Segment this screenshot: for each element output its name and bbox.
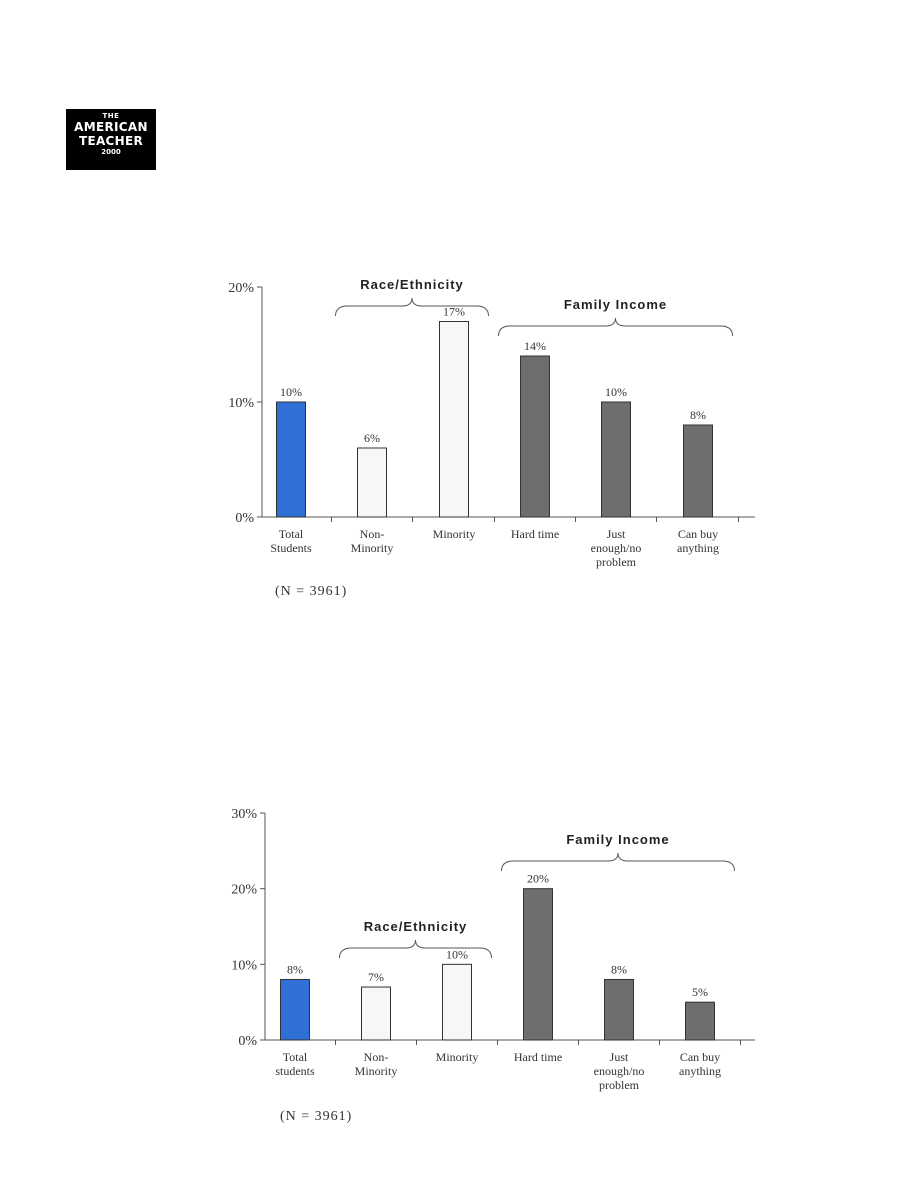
data-label: 8%: [287, 962, 303, 977]
category-label: Just: [606, 527, 626, 541]
bar: [440, 322, 469, 518]
group-bracket: [499, 318, 733, 336]
data-label: 20%: [527, 871, 549, 886]
group-bracket: [340, 940, 492, 958]
bar-chart-1: [0, 240, 918, 620]
data-label: 17%: [443, 304, 465, 319]
category-label: problem: [599, 1078, 639, 1092]
category-label: Minority: [354, 1064, 398, 1078]
bar: [443, 964, 472, 1040]
category-label: Can buy: [679, 1050, 721, 1064]
category-label: Can buy: [677, 527, 719, 541]
bar: [362, 987, 391, 1040]
y-tick-label: 0%: [238, 1034, 257, 1049]
logo-line-2: AMERICAN: [74, 120, 148, 134]
bar: [281, 979, 310, 1040]
bar: [358, 448, 387, 517]
category-label: students: [275, 1064, 315, 1078]
bar: [277, 402, 306, 517]
data-label: 7%: [368, 970, 384, 985]
category-label: enough/no: [590, 541, 642, 555]
logo-line-3: TEACHER: [78, 134, 144, 148]
logo-line-4: 2000: [101, 148, 121, 156]
data-label: 5%: [692, 985, 708, 1000]
category-label: Total: [278, 527, 304, 541]
data-label: 8%: [690, 408, 706, 422]
bar: [524, 889, 553, 1040]
american-teacher-logo: [66, 109, 156, 170]
data-label: 6%: [364, 431, 380, 445]
sample-size-note: (N = 3961): [280, 1109, 353, 1124]
data-label: 10%: [446, 947, 468, 962]
category-label: anything: [677, 541, 719, 555]
category-label: Students: [270, 541, 312, 555]
category-label: Total: [282, 1050, 308, 1064]
category-label: Minority: [350, 541, 394, 555]
y-tick-label: 20%: [231, 882, 257, 898]
data-label: 14%: [524, 339, 546, 353]
y-tick-label: 10%: [228, 396, 254, 411]
group-bracket: [336, 298, 489, 316]
category-label: Minority: [432, 527, 476, 541]
category-label: Non-: [363, 1050, 389, 1064]
category-label: problem: [596, 555, 636, 569]
group-label: Race/Ethnicity: [360, 277, 464, 292]
bar-chart-2: [0, 795, 918, 1135]
category-label: enough/no: [593, 1064, 645, 1078]
logo-line-1: THE: [102, 112, 120, 120]
category-label: Just: [609, 1050, 629, 1064]
data-label: 8%: [611, 962, 627, 977]
bar: [602, 402, 631, 517]
category-label: Non-: [359, 527, 385, 541]
category-label: Hard time: [513, 1050, 563, 1064]
category-label: Hard time: [510, 527, 560, 541]
data-label: 10%: [605, 385, 627, 399]
category-label: Minority: [435, 1050, 479, 1064]
y-tick-label: 10%: [231, 958, 257, 974]
category-label: anything: [679, 1064, 721, 1078]
group-label: Family Income: [566, 832, 670, 847]
bar: [686, 1002, 715, 1040]
group-label: Race/Ethnicity: [363, 919, 468, 934]
bar: [605, 979, 634, 1040]
group-bracket: [502, 853, 735, 871]
y-tick-label: 20%: [228, 281, 254, 296]
bar: [521, 356, 550, 517]
data-label: 10%: [280, 385, 302, 399]
group-label: Family Income: [563, 297, 668, 312]
y-tick-label: 30%: [231, 807, 257, 822]
sample-size-note: (N = 3961): [275, 584, 348, 599]
y-tick-label: 0%: [235, 511, 254, 526]
bar: [684, 425, 713, 517]
